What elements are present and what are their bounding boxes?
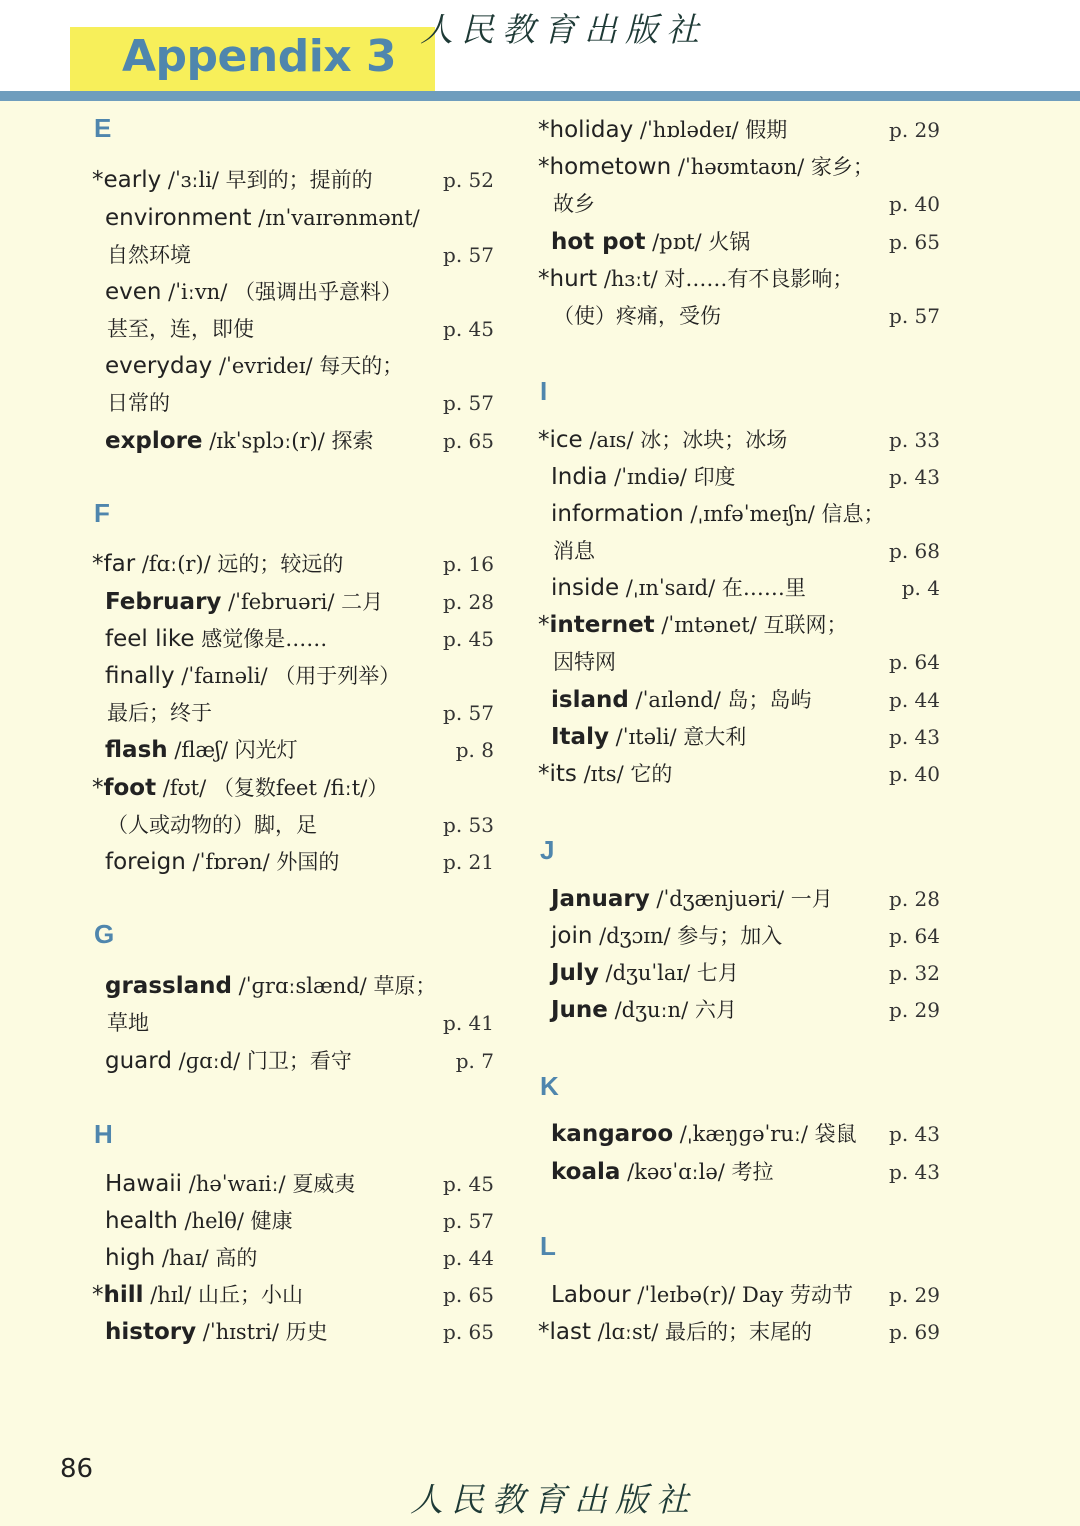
entry-line	[538, 720, 940, 754]
entry-line	[92, 1167, 494, 1201]
pronunciation: /kəʊˈɑːlə/	[620, 1160, 732, 1184]
headword: January	[551, 886, 650, 912]
chinese-meaning: 考拉	[731, 1160, 774, 1184]
pronunciation: /ˌkæŋɡəˈruː/	[673, 1122, 815, 1146]
section-letter: E	[94, 113, 112, 143]
entry-line	[92, 969, 494, 1003]
chinese-meaning-continued: 甚至，连，即使	[107, 317, 254, 341]
entry-line	[92, 349, 494, 383]
headword: island	[551, 687, 629, 713]
chinese-meaning: 互联网；	[763, 613, 848, 637]
pronunciation: /ɪnˈvaɪrənmənt/	[251, 206, 420, 230]
entry-line	[538, 497, 940, 531]
pronunciation: /ˌɪnˈsaɪd/	[619, 576, 722, 600]
headword: guard	[105, 1048, 172, 1074]
entry-text	[551, 720, 746, 754]
page-reference: p. 16	[443, 552, 494, 576]
page-header	[0, 0, 1080, 104]
entry-line	[92, 1044, 494, 1078]
entry-line	[92, 585, 494, 619]
page-reference: p. 40	[889, 192, 940, 216]
chinese-meaning: （复数feet /fiːt/）	[212, 776, 389, 800]
star-marker: *	[92, 1282, 104, 1308]
entry-text	[538, 150, 874, 184]
headword: February	[105, 589, 222, 615]
page-reference: p. 52	[443, 168, 494, 192]
headword: hot pot	[551, 229, 646, 255]
entry-line	[92, 771, 494, 805]
page-reference: p. 43	[889, 465, 940, 489]
publisher-logo-bottom: 人民教育出版社	[410, 1480, 697, 1519]
section-letter: G	[94, 919, 115, 949]
entry-text	[105, 349, 403, 383]
pronunciation: /dʒuˈlaɪ/	[598, 961, 697, 985]
page-reference: p. 45	[443, 627, 494, 651]
entry-line	[92, 659, 494, 693]
page-reference: p. 57	[889, 304, 940, 328]
chinese-meaning: 火锅	[708, 230, 751, 254]
pronunciation: /ˈɪntənet/	[654, 613, 764, 637]
section-letter: L	[540, 1231, 556, 1261]
entry-line-continued	[538, 645, 940, 679]
pronunciation: /ˈaɪlənd/	[628, 688, 728, 712]
chinese-meaning: 印度	[693, 465, 736, 489]
entry-line	[538, 608, 940, 642]
star-marker: *	[538, 266, 550, 292]
entry-text	[538, 262, 853, 296]
entry-line	[538, 919, 940, 953]
entry-text	[538, 757, 672, 791]
section-letter: H	[94, 1119, 113, 1149]
entry-text	[538, 608, 847, 642]
entry-text	[105, 622, 327, 656]
entry-line	[92, 1278, 494, 1312]
entry-line	[92, 201, 494, 235]
headword: finally	[105, 663, 175, 689]
page-reference: p. 43	[889, 725, 940, 749]
headword: join	[551, 923, 593, 949]
page-reference: p. 45	[443, 317, 494, 341]
headword: far	[103, 551, 136, 577]
pronunciation: /ˈfebruəri/	[221, 590, 342, 614]
headword: history	[105, 1319, 197, 1345]
entry-line-continued	[92, 312, 494, 346]
entry-line	[538, 882, 940, 916]
chinese-meaning: 袋鼠	[814, 1122, 857, 1146]
star-marker: *	[538, 612, 550, 638]
chinese-meaning: 草原；	[373, 974, 437, 998]
headword: feel like	[105, 626, 195, 652]
chinese-meaning: 门卫；看守	[246, 1049, 352, 1073]
headword: internet	[549, 612, 655, 638]
entry-line	[538, 460, 940, 494]
headword: kangaroo	[551, 1121, 674, 1147]
appendix-title: Appendix 3	[122, 31, 397, 82]
chinese-meaning-continued: （人或动物的）脚，足	[107, 813, 317, 837]
page-reference: p. 65	[443, 1283, 494, 1307]
page-reference: p. 29	[889, 118, 940, 142]
pronunciation: /ˈɪndiə/	[607, 465, 694, 489]
pronunciation: /fʊt/	[156, 776, 213, 800]
entry-text	[92, 547, 343, 581]
headword: koala	[551, 1159, 621, 1185]
chinese-meaning: 意大利	[683, 725, 747, 749]
pronunciation: /aɪs/	[582, 428, 641, 452]
pronunciation: /hɪl/	[143, 1283, 198, 1307]
entry-text	[105, 201, 420, 235]
page-reference: p. 65	[443, 1320, 494, 1344]
headword: foreign	[105, 849, 186, 875]
pronunciation: /ɪts/	[576, 762, 631, 786]
headword: health	[105, 1208, 178, 1234]
headword: even	[105, 279, 162, 305]
chinese-meaning: 历史	[285, 1320, 328, 1344]
page-reference: p. 28	[443, 590, 494, 614]
headword: ice	[549, 427, 583, 453]
star-marker: *	[92, 551, 104, 577]
entry-text	[105, 1167, 355, 1201]
entry-line	[538, 1117, 940, 1151]
pronunciation: /ˌɪnfəˈmeɪʃn/	[683, 502, 822, 526]
entry-text	[105, 659, 400, 693]
page-reference: p. 57	[443, 701, 494, 725]
entry-line	[92, 424, 494, 458]
entry-line-continued	[92, 1006, 494, 1040]
entry-line-continued	[92, 808, 494, 842]
chinese-meaning-continued: 因特网	[553, 650, 616, 674]
page-reference: p. 64	[889, 924, 940, 948]
page-reference: p. 21	[443, 850, 494, 874]
entry-line	[538, 683, 940, 717]
entry-text	[551, 460, 736, 494]
chinese-meaning: 家乡；	[810, 155, 874, 179]
chinese-meaning-continued: 草地	[107, 1011, 149, 1035]
page-reference: p. 29	[889, 998, 940, 1022]
headword: high	[105, 1245, 156, 1271]
chinese-meaning: 高的	[215, 1246, 258, 1270]
entry-text	[92, 1278, 303, 1312]
entry-text	[551, 1155, 774, 1189]
page-reference: p. 4	[901, 576, 940, 600]
entry-line-continued	[92, 238, 494, 272]
page-reference: p. 68	[889, 539, 940, 563]
headword: hill	[103, 1282, 144, 1308]
entry-line	[538, 757, 940, 791]
chinese-meaning: 冰；冰块；冰场	[640, 428, 788, 452]
pronunciation: /ˈɜːli/	[161, 168, 226, 192]
chinese-meaning: 每天的；	[319, 354, 404, 378]
headword: everyday	[105, 353, 213, 379]
chinese-meaning: （用于列举）	[274, 664, 401, 688]
pronunciation: /həˈwaɪiː/	[182, 1172, 293, 1196]
page-reference: p. 65	[443, 429, 494, 453]
entry-line-continued	[538, 534, 940, 568]
entry-line-continued	[538, 299, 940, 333]
page-reference: p. 57	[443, 391, 494, 415]
pronunciation: /haɪ/	[155, 1246, 216, 1270]
star-marker: *	[92, 775, 104, 801]
pronunciation: /ˈiːvn/	[161, 280, 234, 304]
pronunciation: /dʒuːn/	[607, 998, 695, 1022]
star-marker: *	[538, 1319, 550, 1345]
entry-line	[538, 571, 940, 605]
page-reference: p. 65	[889, 230, 940, 254]
entry-line	[92, 547, 494, 581]
chinese-meaning: 早到的；提前的	[225, 168, 373, 192]
star-marker: *	[538, 117, 550, 143]
page-reference: p. 7	[455, 1049, 494, 1073]
headword: July	[551, 960, 599, 986]
entry-line-continued	[538, 187, 940, 221]
chinese-meaning: 它的	[630, 762, 673, 786]
entry-line	[92, 1315, 494, 1349]
headword: foot	[103, 775, 157, 801]
section-letter: J	[540, 835, 555, 865]
chinese-meaning-continued: 消息	[553, 539, 595, 563]
chinese-meaning-continued: 最后；终于	[107, 701, 212, 725]
entry-line	[538, 113, 940, 147]
chinese-meaning: 外国的	[276, 850, 340, 874]
header-rule	[0, 91, 1080, 101]
entry-line	[92, 845, 494, 879]
headword: inside	[551, 575, 620, 601]
headword: Labour	[551, 1282, 631, 1308]
headword: grassland	[105, 973, 232, 999]
entry-line	[92, 163, 494, 197]
star-marker: *	[538, 154, 550, 180]
page-reference: p. 43	[889, 1160, 940, 1184]
entry-line-continued	[92, 386, 494, 420]
chinese-meaning: 七月	[696, 961, 739, 985]
entry-text	[92, 771, 388, 805]
chinese-meaning: 假期	[745, 118, 788, 142]
entry-line	[538, 956, 940, 990]
entry-text	[105, 845, 339, 879]
entry-text	[105, 424, 373, 458]
chinese-meaning: 劳动节	[789, 1283, 853, 1307]
chinese-meaning-continued: 故乡	[553, 192, 595, 216]
entry-text	[92, 163, 373, 197]
chinese-meaning: （强调出乎意料）	[233, 280, 402, 304]
page-reference: p. 57	[443, 1209, 494, 1233]
headword: flash	[105, 737, 168, 763]
pronunciation: /ˈhɪstri/	[196, 1320, 286, 1344]
headword: last	[549, 1319, 591, 1345]
pronunciation: /ˈdʒænjuəri/	[649, 887, 791, 911]
headword: explore	[105, 428, 203, 454]
entry-line	[538, 150, 940, 184]
headword: holiday	[549, 117, 634, 143]
entry-text	[538, 113, 787, 147]
headword: environment	[105, 205, 252, 231]
headword: information	[551, 501, 684, 527]
star-marker: *	[538, 761, 550, 787]
chinese-meaning-continued: 自然环境	[107, 243, 191, 267]
chinese-meaning: 对……有不良影响；	[664, 267, 854, 291]
chinese-meaning: 二月	[341, 590, 384, 614]
page-reference: p. 44	[443, 1246, 494, 1270]
entry-text	[551, 919, 782, 953]
section-letter: I	[540, 376, 548, 406]
page-reference: p. 57	[443, 243, 494, 267]
pronunciation: /ˈfɒrən/	[185, 850, 277, 874]
headword: India	[551, 464, 608, 490]
entry-text	[105, 1315, 328, 1349]
headword: hurt	[549, 266, 598, 292]
pronunciation: /dʒɔɪn/	[592, 924, 678, 948]
page-reference: p. 64	[889, 650, 940, 674]
chinese-meaning: 山丘；小山	[198, 1283, 303, 1307]
headword: Italy	[551, 724, 609, 750]
pronunciation: /flæʃ/	[167, 738, 235, 762]
pronunciation: /lɑːst/	[591, 1320, 665, 1344]
entry-line	[538, 1315, 940, 1349]
entry-text	[538, 423, 787, 457]
page-reference: p. 28	[889, 887, 940, 911]
star-marker: *	[538, 427, 550, 453]
headword: its	[549, 761, 577, 787]
entry-text	[105, 1241, 257, 1275]
entry-text	[551, 956, 739, 990]
page-reference: p. 33	[889, 428, 940, 452]
pronunciation: /ˈevrideɪ/	[212, 354, 320, 378]
chinese-meaning: 信息；	[821, 502, 885, 526]
entry-text	[551, 683, 811, 717]
entry-line	[538, 1278, 940, 1312]
entry-line	[92, 1204, 494, 1238]
entry-line-continued	[92, 696, 494, 730]
entry-line	[538, 262, 940, 296]
entry-line	[92, 733, 494, 767]
chinese-meaning: 最后的；末尾的	[664, 1320, 812, 1344]
section-letter: F	[94, 498, 110, 528]
entry-text	[538, 1315, 812, 1349]
pronunciation: /ˈhɒlədeɪ/	[633, 118, 746, 142]
pronunciation: /hɜːt/	[597, 267, 665, 291]
entry-text	[551, 497, 885, 531]
page-reference: p. 41	[443, 1011, 494, 1035]
publisher-logo-top: 人民教育出版社	[420, 10, 707, 49]
chinese-meaning: 六月	[694, 998, 737, 1022]
page-reference: p. 53	[443, 813, 494, 837]
entry-line	[92, 1241, 494, 1275]
entry-text	[551, 1117, 857, 1151]
page-reference: p. 32	[889, 961, 940, 985]
chinese-meaning: 探索	[331, 429, 374, 453]
pronunciation: /fɑː(r)/	[135, 552, 218, 576]
chinese-meaning: 一月	[790, 887, 833, 911]
entry-text	[105, 275, 402, 309]
pronunciation: /helθ/	[177, 1209, 251, 1233]
page-reference: p. 44	[889, 688, 940, 712]
headword: Hawaii	[105, 1171, 183, 1197]
entry-line	[538, 1155, 940, 1189]
pronunciation: /ɡɑːd/	[171, 1049, 247, 1073]
pronunciation: /ˈɪtəli/	[608, 725, 684, 749]
section-letter: K	[540, 1071, 559, 1101]
chinese-meaning-continued: （使）疼痛，受伤	[553, 304, 721, 328]
pronunciation: /ˈfaɪnəli/	[174, 664, 275, 688]
page-reference: p. 40	[889, 762, 940, 786]
pronunciation: /ˈhəʊmtaʊn/	[671, 155, 811, 179]
glossary-content	[0, 101, 1080, 1526]
page-reference: p. 45	[443, 1172, 494, 1196]
headword: hometown	[549, 154, 672, 180]
entry-text	[551, 1278, 853, 1312]
entry-line	[92, 622, 494, 656]
entry-line	[538, 423, 940, 457]
chinese-meaning: 参与；加入	[677, 924, 783, 948]
entry-text	[551, 571, 806, 605]
pronunciation: /ˈɡrɑːslænd/	[231, 974, 374, 998]
pronunciation: /pɒt/	[645, 230, 709, 254]
chinese-meaning: 健康	[250, 1209, 293, 1233]
entry-line	[538, 993, 940, 1027]
pronunciation: /ɪkˈsplɔː(r)/	[202, 429, 332, 453]
chinese-meaning: 岛；岛屿	[727, 688, 812, 712]
entry-text	[105, 1204, 293, 1238]
entry-text	[551, 225, 750, 259]
entry-text	[105, 969, 436, 1003]
entry-text	[105, 585, 383, 619]
page-number: 86	[60, 1454, 94, 1484]
appendix-title-box	[70, 27, 435, 91]
entry-text	[105, 733, 298, 767]
headword: June	[551, 997, 608, 1023]
star-marker: *	[92, 167, 104, 193]
chinese-meaning: 远的；较远的	[217, 552, 344, 576]
chinese-meaning: 在……里	[721, 576, 806, 600]
headword: early	[103, 167, 162, 193]
entry-text	[551, 993, 737, 1027]
page-reference: p. 43	[889, 1122, 940, 1146]
page-reference: p. 29	[889, 1283, 940, 1307]
pronunciation: /ˈleɪbə(r)/ Day	[630, 1283, 790, 1307]
entry-line	[92, 275, 494, 309]
entry-line	[538, 225, 940, 259]
chinese-meaning: 感觉像是……	[201, 627, 328, 651]
chinese-meaning: 夏威夷	[292, 1172, 356, 1196]
page-reference: p. 8	[455, 738, 494, 762]
chinese-meaning: 闪光灯	[234, 738, 298, 762]
entry-text	[551, 882, 833, 916]
page-reference: p. 69	[889, 1320, 940, 1344]
entry-text	[105, 1044, 352, 1078]
chinese-meaning-continued: 日常的	[107, 391, 170, 415]
